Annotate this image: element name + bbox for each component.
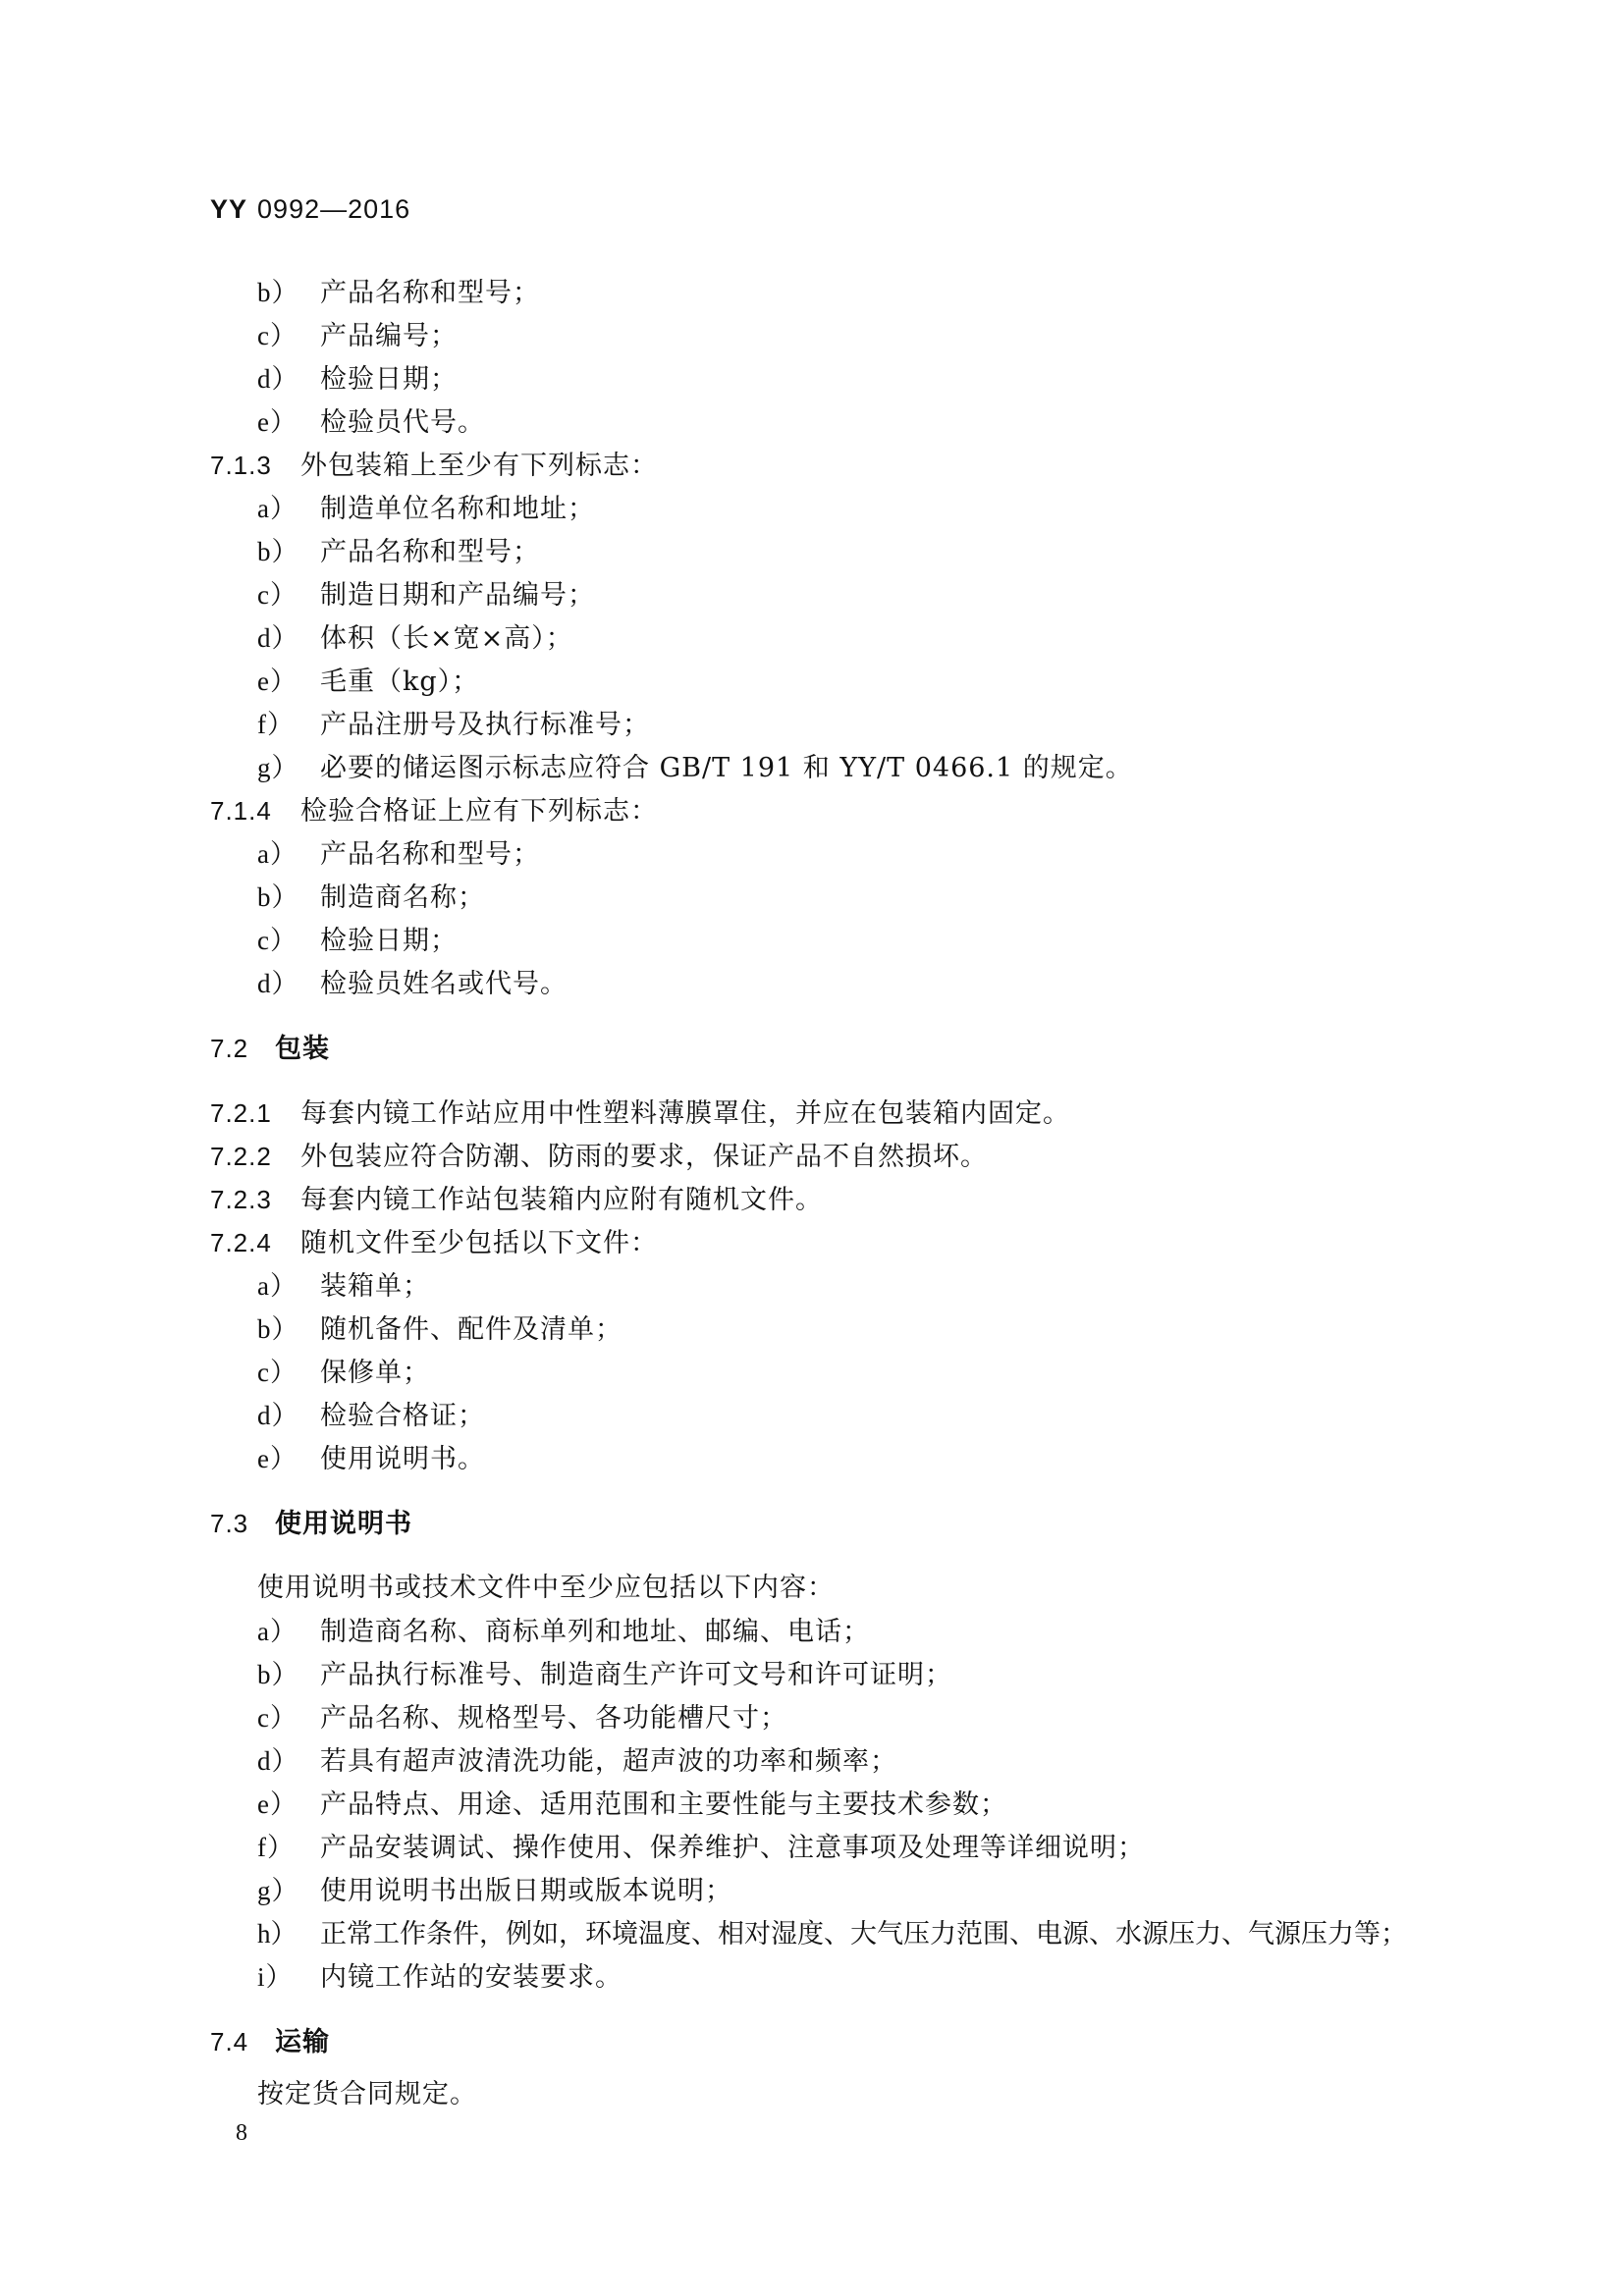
list-item-text: 检验合格证； — [320, 1401, 485, 1431]
list-item — [257, 1398, 485, 1434]
list-item-text: 检验日期； — [320, 926, 458, 956]
section-heading-7-2 — [210, 1031, 330, 1067]
list-item-text: 产品编号； — [320, 321, 458, 351]
list-item-text: 若具有超声波清洗功能，超声波的功率和频率； — [320, 1746, 897, 1777]
clause-7-2-3 — [210, 1182, 823, 1218]
list-item-label: f） — [257, 1833, 295, 1862]
list-item-label: b） — [257, 882, 299, 912]
section-heading-7-4 — [210, 2024, 330, 2060]
list-item-text: 产品执行标准号、制造商生产许可文号和许可证明； — [320, 1660, 952, 1690]
list-item-text: 随机备件、配件及清单； — [320, 1314, 623, 1345]
list-item-text: 毛重（kg）； — [320, 667, 480, 697]
clause-text: 每套内镜工作站应用中性塑料薄膜罩住，并应在包装箱内固定。 — [300, 1098, 1070, 1129]
list-item-label: b） — [257, 1314, 299, 1344]
list-item — [257, 620, 573, 657]
clause-text: 检验合格证上应有下列标志： — [300, 796, 658, 827]
list-item-label: i） — [257, 1962, 294, 1992]
clause-7-1-3 — [210, 448, 658, 484]
list-item-text: 使用说明书出版日期或版本说明； — [320, 1876, 732, 1906]
list-item-label: d） — [257, 969, 299, 998]
clause-number: 7.1.3 — [210, 451, 272, 480]
list-item-text: 检验员姓名或代号。 — [320, 969, 568, 999]
list-item-text: 产品注册号及执行标准号； — [320, 710, 650, 740]
list-item-text: 产品安装调试、操作使用、保养维护、注意事项及处理等详细说明； — [320, 1833, 1145, 1863]
list-item — [257, 1830, 1145, 1866]
list-item — [257, 1873, 732, 1909]
standard-header — [210, 194, 410, 225]
list-item-text: 检验员代号。 — [320, 407, 485, 438]
list-item — [257, 1268, 430, 1305]
list-item-text: 检验日期； — [320, 364, 458, 395]
list-item — [257, 318, 458, 354]
list-item-text: 制造日期和产品编号； — [320, 580, 595, 611]
list-item-label: c） — [257, 580, 298, 610]
clause-text: 外包装应符合防潮、防雨的要求，保证产品不自然损坏。 — [300, 1142, 988, 1172]
list-item-label: a） — [257, 839, 298, 869]
list-item — [257, 1787, 1007, 1823]
list-item-label: b） — [257, 537, 299, 566]
list-item — [257, 361, 458, 398]
clause-number: 7.2.3 — [210, 1185, 272, 1214]
paragraph-text: 使用说明书或技术文件中至少应包括以下内容： — [257, 1573, 835, 1603]
list-item-label: a） — [257, 494, 298, 523]
section-intro — [257, 1571, 835, 1606]
list-item-label: c） — [257, 926, 298, 955]
clause-text: 随机文件至少包括以下文件： — [300, 1228, 658, 1258]
list-item-label: h） — [257, 1919, 298, 1949]
list-item-text: 制造商名称； — [320, 882, 485, 913]
section-title: 运输 — [275, 2027, 330, 2057]
list-item-label: e） — [257, 1444, 298, 1473]
list-item — [257, 1355, 430, 1391]
list-item-label: e） — [257, 667, 298, 696]
list-item — [257, 836, 540, 873]
list-item — [257, 491, 595, 527]
list-item-label: g） — [257, 753, 299, 782]
list-item — [257, 1441, 485, 1477]
list-item-text: 制造商名称、商标单列和地址、邮编、电话； — [320, 1617, 870, 1647]
list-item — [257, 1311, 623, 1348]
list-item-text: 产品名称和型号； — [320, 537, 540, 567]
list-item-label: b） — [257, 1660, 299, 1689]
list-item — [257, 966, 568, 1002]
list-item — [257, 923, 458, 959]
list-item — [257, 1743, 897, 1780]
standard-prefix: YY — [210, 194, 248, 224]
clause-7-2-2 — [210, 1139, 988, 1175]
list-item — [257, 750, 1133, 786]
clause-number: 7.2.1 — [210, 1098, 272, 1128]
clause-number: 7.1.4 — [210, 796, 272, 826]
list-item-label: d） — [257, 364, 299, 394]
list-item-label: f） — [257, 710, 295, 739]
list-item-label: c） — [257, 1358, 298, 1387]
list-item-label: d） — [257, 623, 299, 653]
list-item-text: 必要的储运图示标志应符合 GB/T 191 和 YY/T 0466.1 的规定。 — [320, 753, 1133, 783]
list-item-label: c） — [257, 321, 298, 350]
list-item-text: 制造单位名称和地址； — [320, 494, 595, 524]
list-item — [257, 664, 479, 700]
section-heading-7-3 — [210, 1506, 412, 1542]
list-item-label: a） — [257, 1271, 298, 1301]
section-paragraph — [257, 2077, 477, 2112]
list-item-label: c） — [257, 1703, 298, 1733]
list-item — [257, 1700, 787, 1736]
paragraph-text: 按定货合同规定。 — [257, 2079, 477, 2109]
list-item-text: 产品特点、用途、适用范围和主要性能与主要技术参数； — [320, 1789, 1007, 1820]
list-item-label: a） — [257, 1617, 298, 1646]
list-item — [257, 1916, 1407, 1952]
list-item — [257, 1657, 952, 1693]
section-number: 7.2 — [210, 1034, 249, 1063]
clause-number: 7.2.4 — [210, 1228, 272, 1257]
clause-text: 外包装箱上至少有下列标志： — [300, 451, 658, 481]
clause-text: 每套内镜工作站包装箱内应附有随机文件。 — [300, 1185, 823, 1215]
list-item — [257, 577, 595, 614]
list-item — [257, 275, 540, 311]
list-item-text: 使用说明书。 — [320, 1444, 485, 1474]
page-number: 8 — [236, 2120, 247, 2146]
clause-7-2-1 — [210, 1095, 1070, 1132]
list-item-label: e） — [257, 407, 298, 437]
clause-7-1-4 — [210, 793, 658, 829]
list-item-label: g） — [257, 1876, 299, 1905]
section-title: 包装 — [275, 1034, 330, 1064]
list-item-label: e） — [257, 1789, 298, 1819]
list-item-label: d） — [257, 1401, 299, 1430]
section-title: 使用说明书 — [275, 1509, 412, 1539]
list-item-label: d） — [257, 1746, 299, 1776]
clause-number: 7.2.2 — [210, 1142, 272, 1171]
list-item — [257, 404, 485, 441]
list-item-text: 保修单； — [320, 1358, 430, 1388]
list-item — [257, 1614, 870, 1650]
list-item-label: b） — [257, 278, 299, 307]
standard-code: 0992—2016 — [257, 194, 411, 224]
section-number: 7.4 — [210, 2027, 249, 2056]
list-item-text: 正常工作条件，例如，环境温度、相对湿度、大气压力范围、电源、水源压力、气源压力等； — [320, 1919, 1407, 1949]
list-item-text: 产品名称和型号； — [320, 278, 540, 308]
list-item-text: 产品名称和型号； — [320, 839, 540, 870]
list-item — [257, 1959, 623, 1996]
section-number: 7.3 — [210, 1509, 249, 1538]
list-item — [257, 880, 485, 916]
list-item — [257, 707, 650, 743]
list-item-text: 装箱单； — [320, 1271, 430, 1302]
list-item — [257, 534, 540, 570]
list-item-text: 产品名称、规格型号、各功能槽尺寸； — [320, 1703, 787, 1734]
list-item-text: 体积（长×宽×高）； — [320, 623, 573, 654]
clause-7-2-4 — [210, 1225, 658, 1261]
list-item-text: 内镜工作站的安装要求。 — [320, 1962, 623, 1993]
